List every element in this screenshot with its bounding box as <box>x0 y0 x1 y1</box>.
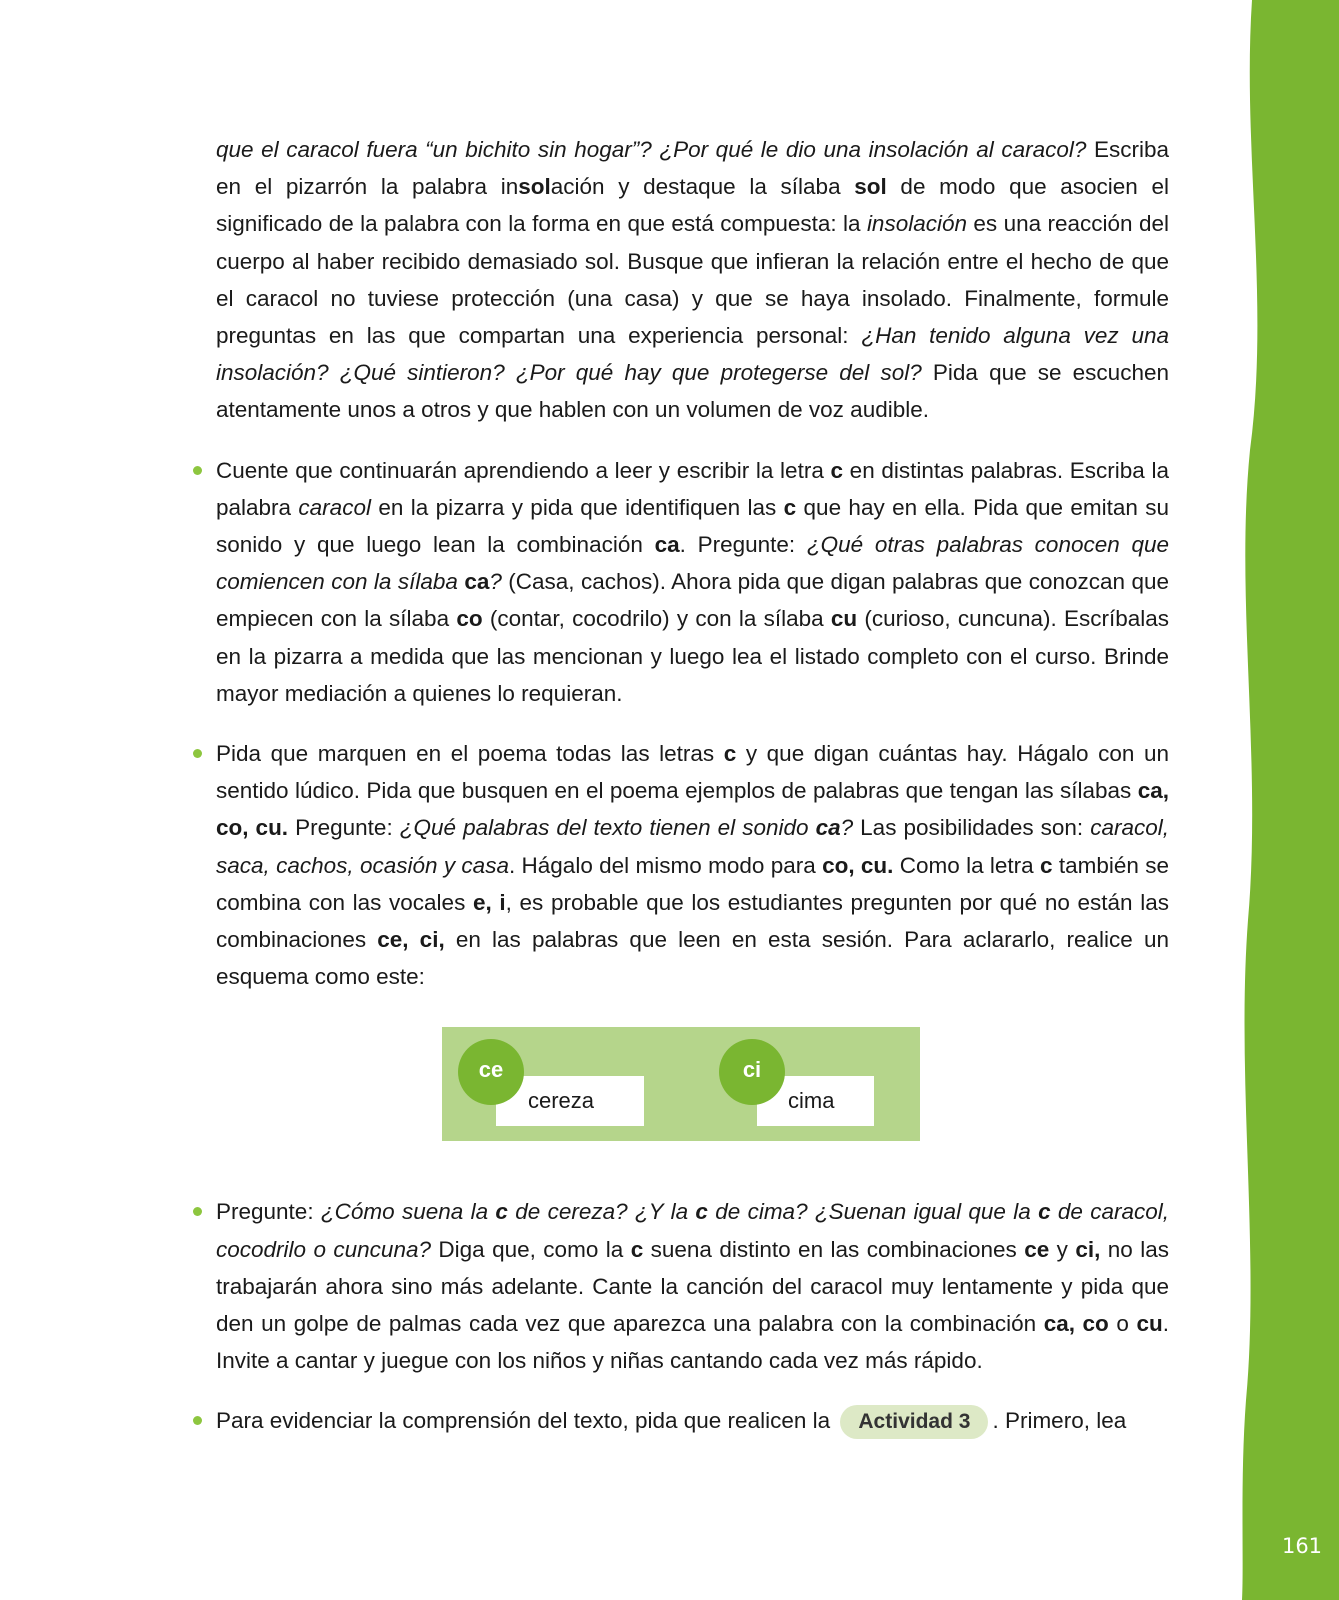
text-italic: ¿Qué palabras del texto tienen el sonido <box>399 815 816 841</box>
text: (curioso, cuncuna). Escríbalas en la pizarra a medida que las mencionan y luego lea el listado completo con el curso. Brinde mayor mediación a quienes lo requieran. <box>216 606 1169 706</box>
text: Pregunte: <box>288 815 400 841</box>
text-bold: ce, ci, <box>377 927 445 953</box>
syllable-scheme <box>442 1027 920 1141</box>
text: no las trabajarán ahora sino más adelante. Cante la canción del caracol muy lentamente y pida que den un golpe de palmas cada vez que aparezca una palabra con la combinación <box>216 1236 1169 1337</box>
text: suena distinto en las combinaciones <box>643 1236 1025 1262</box>
text-bold-italic: c <box>1038 1199 1051 1225</box>
text: que hay en ella. Pida que emitan su sonido y que luego lean la combinación <box>216 494 1170 558</box>
scheme-word: cereza <box>528 1088 595 1114</box>
paragraph-continuation <box>216 131 1169 429</box>
main-content <box>216 131 1169 1440</box>
bullet-dot-icon <box>193 466 202 475</box>
page-number: 161 <box>1281 1534 1323 1558</box>
text: es una reacción del cuerpo al haber recibido demasiado sol. Busque que infieran la relación entre el hecho de que el caracol no tuviese protección (una casa) y que se haya insolado. Finalmente, formule preguntas en las que compartan una experiencia personal: <box>216 211 1169 349</box>
text-italic: ? <box>840 815 854 841</box>
text-italic: insolación <box>866 211 968 237</box>
text-italic: que el caracol fuera “un bichito sin hogar”? ¿Por qué le dio una insolación al caracol? <box>216 137 1087 162</box>
text: en las palabras que leen en esta sesión. Para aclararlo, realice un esquema como este: <box>216 927 1169 990</box>
text-bold: cu <box>830 606 858 632</box>
text: Pida que marquen en el poema todas las letras <box>216 741 724 767</box>
text-bold: cu <box>1136 1311 1163 1337</box>
text-bold: c <box>1040 852 1053 878</box>
green-band-shape <box>1242 0 1339 1600</box>
bullet-dot-icon <box>193 1416 202 1425</box>
text: Para evidenciar la comprensión del texto, pida que realicen la <box>216 1408 831 1434</box>
bullet-dot-icon <box>193 749 202 758</box>
text-bold: ca, co <box>1043 1311 1109 1337</box>
text-italic: de cima? ¿Suenan igual que la <box>707 1199 1039 1225</box>
text-italic: ¿Qué otras palabras conocen que comiencen con la sílaba <box>216 532 1170 595</box>
text-bold-italic: c <box>695 1199 708 1225</box>
text-bold: c <box>723 741 737 767</box>
text-bold: ca <box>464 569 490 595</box>
text: (Casa, cachos). Ahora pida que digan palabras que conozcan que empiecen con la sílaba <box>216 569 1169 632</box>
text-bold: ca, co, cu. <box>216 778 1169 841</box>
text-bold: e, i <box>472 889 506 915</box>
text: Como la letra <box>893 852 1041 878</box>
text-italic: ? <box>489 569 502 595</box>
text: Pregunte: <box>216 1199 321 1225</box>
text: también se combina con las vocales <box>216 852 1169 915</box>
text-italic: ¿Han tenido alguna vez una insolación? ¿Qué sintieron? ¿Por qué hay que protegerse del sol? <box>216 323 1169 386</box>
text: en distintas palabras. Escriba la palabra <box>216 457 1169 520</box>
bullet-item-2 <box>216 735 1169 995</box>
text-bold-italic: ca <box>815 815 841 841</box>
text-italic: de cereza? ¿Y la <box>507 1199 696 1225</box>
bullet-item-4 <box>216 1402 1169 1439</box>
scheme-word: cima <box>788 1088 835 1114</box>
text: en la pizarra y pida que identifiquen las <box>370 494 784 520</box>
text: y <box>1049 1236 1076 1262</box>
text: ación y destaque la sílaba <box>550 174 855 200</box>
syllable-circle-ci: ci <box>719 1039 785 1105</box>
text: de modo que asocien el significado de la palabra con la forma en que está compuesta: la <box>216 174 1169 237</box>
text: , es probable que los estudiantes pregunten por qué no están las combinaciones <box>216 889 1169 953</box>
text: . Hágalo del mismo modo para <box>508 852 823 878</box>
text-bold: c <box>783 494 797 520</box>
text-bold: sol <box>854 174 887 200</box>
text-bold: ce <box>1024 1236 1050 1262</box>
text-bold: ca <box>654 532 680 558</box>
text: Diga que, como la <box>430 1236 631 1262</box>
text: . Invite a cantar y juegue con los niños y niñas cantando cada vez más rápido. <box>216 1311 1169 1374</box>
text-bold-italic: c <box>495 1199 508 1225</box>
text: y que digan cuántas hay. Hágalo con un sentido lúdico. Pida que busquen en el poema ejemplos de palabras que tengan las sílabas <box>216 741 1170 804</box>
text-bold: co, cu. <box>822 852 894 878</box>
activity-badge: Actividad 3 <box>840 1405 988 1439</box>
text-italic: de caracol, cocodrilo o cuncuna? <box>216 1199 1170 1262</box>
text: o <box>1108 1311 1137 1337</box>
text-italic: caracol, saca, cachos, ocasión y casa <box>216 815 1169 878</box>
text: Pida que se escuchen atentamente unos a otros y que hablen con un volumen de voz audible. <box>216 360 1169 423</box>
bullet-dot-icon <box>193 1207 202 1216</box>
syllable-circle-ce: ce <box>458 1039 524 1105</box>
text: . Pregunte: <box>679 532 807 558</box>
text: . Primero, lea <box>992 1408 1127 1434</box>
text: Cuente que continuarán aprendiendo a leer y escribir la letra <box>216 457 831 483</box>
text: (contar, cocodrilo) y con la sílaba <box>482 606 831 632</box>
text: Las posibilidades son: <box>853 815 1091 841</box>
text-italic: caracol <box>298 494 371 520</box>
bullet-item-3 <box>216 1193 1169 1379</box>
text-bold: co <box>456 606 483 632</box>
text-bold: sol <box>518 174 551 200</box>
green-side-band <box>1240 0 1339 1600</box>
bullet-item-1 <box>216 452 1169 712</box>
text-bold: c <box>830 457 844 483</box>
text-bold: c <box>630 1236 644 1262</box>
text-bold: ci, <box>1075 1236 1101 1262</box>
text: Escriba en el pizarrón la palabra in <box>216 137 1169 200</box>
text-italic: ¿Cómo suena la <box>320 1199 496 1225</box>
